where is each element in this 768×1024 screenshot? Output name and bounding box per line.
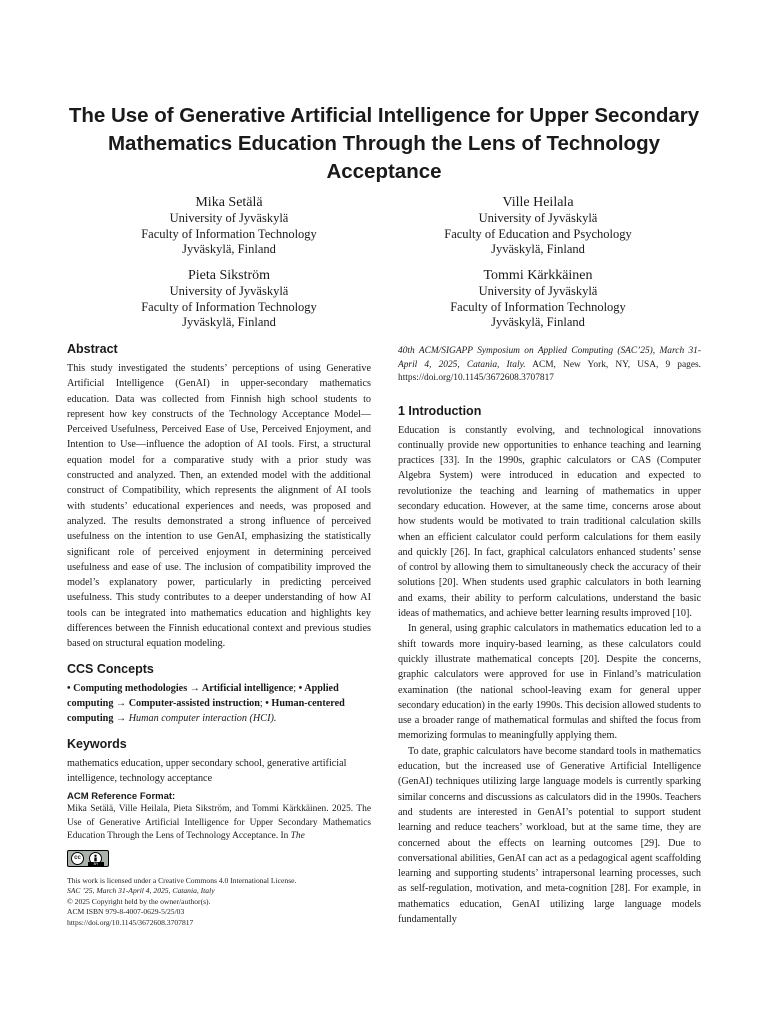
acm-reference-the: The [290, 831, 305, 842]
author-block-2 [388, 194, 688, 258]
author-department: Faculty of Information Technology [141, 226, 317, 241]
acm-reference-heading: ACM Reference Format: [67, 791, 176, 803]
abstract-heading: Abstract [67, 342, 118, 356]
author-department: Faculty of Education and Psychology [444, 226, 632, 241]
ccs-item-3-leaf: Human computer interaction (HCI). [128, 713, 277, 725]
abstract-text: This study investigated the students’ perceptions of using Generative Artificial Intelligence (GenAI) in upper-secondary mathematics education. Data was collected from Finnish high school students to represent how key constructs of the Technology Acceptance Model—Perceived Usefulness, Perceived Ease of Use, Perceived Enjoyment, and Intention to Use—influence the adoption of AI tools. First, a structural equation model for a comparative study with a prior study was constructed and analyzed. Then, an extended model with the additional construct of Compatibility, which represents the alignment of AI tools with students’ educational experiences and needs, was proposed and analyzed. The results demonstrated a strong influence of perceived usefulness on the intention to use GenAI, emphasizing the statistically significant role of perceived enjoyment in determining perceived usefulness and ease of use. The inclusion of compatibility improved the model’s explanatory power, particularly in predicting perceived usefulness. This study contributes to a deeper understanding of how AI tools can be integrated into mathematics education and highlights key differences between the Finnish educational context and previous studies based on structural equation modeling. [67, 363, 371, 650]
ccs-item-3: • Human-centered computing [67, 697, 345, 725]
copyright-line: © 2025 Copyright held by the owner/author(s). [67, 896, 211, 906]
ccs-item-1: • Computing methodologies → Artificial intelligence [67, 682, 294, 694]
creative-commons-icon [67, 850, 109, 867]
cc-by-label: BY [88, 862, 104, 866]
keywords-heading: Keywords [67, 736, 127, 751]
ccs-item-2: • Applied computing → Computer-assisted instruction [67, 682, 339, 709]
intro-paragraph-2: In general, using graphic calculators in mathematics education led to a shift towards more inquiry-based learning, as these calculators could quickly illustrate mathematical concepts [20]. Despite the concerns, graphic calculators were approved for use in Finland’s matriculation examination (the national school-leaving exam for general upper secondary education) in the early 1990s. This decision allowed students to use a broader range of mathematical formulas and shifted the focus from memorizing formulas to meaningfully applying them. [398, 623, 701, 742]
author-location: Jyväskylä, Finland [182, 315, 276, 330]
cc-license-badge [67, 850, 371, 872]
author-block-3 [79, 267, 379, 331]
author-affiliation: University of Jyväskylä [169, 211, 289, 225]
author-department: Faculty of Information Technology [450, 299, 626, 314]
author-affiliation: University of Jyväskylä [478, 211, 598, 225]
author-block-4 [388, 267, 688, 331]
ccs-heading: CCS Concepts [67, 661, 154, 676]
ccs-separator: ; [259, 697, 266, 709]
author-name: Tommi Kärkkäinen [483, 268, 593, 283]
acm-reference-title: The Use of Generative Artificial Intelligence for Upper Secondary Mathematics Education Through the Lens of Technology Acceptance. In [67, 804, 371, 842]
ccs-arrow: → [113, 713, 129, 725]
author-affiliation: University of Jyväskylä [478, 284, 598, 298]
ccs-concepts [67, 681, 371, 727]
author-location: Jyväskylä, Finland [182, 242, 276, 257]
author-location: Jyväskylä, Finland [491, 242, 585, 257]
right-column [398, 345, 701, 927]
keywords-text: mathematics education, upper secondary school, generative artificial intelligence, technology acceptance [67, 757, 347, 784]
left-column [67, 341, 371, 928]
author-affiliation: University of Jyväskylä [169, 284, 289, 298]
author-location: Jyväskylä, Finland [491, 315, 585, 330]
author-name: Mika Setälä [195, 195, 263, 210]
acm-reference-text [67, 803, 371, 844]
introduction-heading: 1 Introduction [398, 403, 482, 418]
cc-logo-icon: cc [71, 852, 84, 865]
acm-reference-authors: Mika Setälä, Ville Heilala, Pieta Sikström, and Tommi Kärkkäinen. 2025. [67, 804, 354, 815]
intro-paragraph-3: To date, graphic calculators have become standard tools in mathematics education, but the increased use of Generative Artificial Intelligence (GenAI) techniques utilizing large language models is currently sparking similar concerns and discussions as calculators did in the 1990s. Teachers and students are interested in GenAI’s potential to support student learning and reduce teachers’ workload, but at the same time, they are concerned about the effects on learning outcomes [29]. Due to conversational abilities, GenAI can act as a pedagogical agent scaffolding learning and supporting students’ intrapersonal learning processes, such as self-regulation, motivation, and meta-cognition [28]. For example, in mathematics education, GenAI utilizing large language models fundamentally [398, 745, 701, 925]
paper-title: The Use of Generative Artificial Intelligence for Upper Secondary Mathematics Education Through the Lens of Technology Acceptance [68, 104, 700, 183]
author-block-1 [79, 194, 379, 258]
author-department: Faculty of Information Technology [141, 299, 317, 314]
conference-line: SAC ’25, March 31-April 4, 2025, Catania, Italy [67, 886, 215, 896]
ccs-separator: ; [293, 682, 299, 694]
isbn-line: ACM ISBN 979-8-4007-0629-5/25/03 [67, 907, 185, 917]
intro-paragraph-1: Education is constantly evolving, and technological innovations continually provide new opportunities to enhance teaching and learning practices [33]. In the 1990s, graphic calculators or CAS (Computer Algebra System) were introduced in education and expected to revolutionize the teaching and learning of mathematics in upper secondary education. However, at the same time, concerns arose about how students would be motivated to train traditional calculation skills when an efficient calculator could perform calculations for them easily and quickly [26]. In fact, graphical calculators enhanced students’ sense of control by allowing them to simultaneously check the accuracy of their solutions [20]. When students used graphic calculators in both learning and exams, their ability to perform calculations, understand the basic ideas of mathematics, and achieve better learning results improved [10]. [398, 424, 701, 620]
author-name: Pieta Sikström [187, 268, 271, 283]
acm-reference-venue: 40th ACM/SIGAPP Symposium on Applied Computing (SAC’25), March 31-April 4, 2025, Catania, Italy. [398, 346, 701, 370]
acm-reference-continued [398, 345, 701, 386]
doi-line: https://doi.org/10.1145/3672608.3707817 [67, 917, 194, 927]
author-name: Ville Heilala [502, 195, 574, 210]
license-line: This work is licensed under a Creative Commons 4.0 International License. [67, 875, 297, 885]
acm-reference-publisher: ACM, New York, NY, USA, 9 pages. https://doi.org/10.1145/3672608.3707817 [398, 359, 701, 383]
